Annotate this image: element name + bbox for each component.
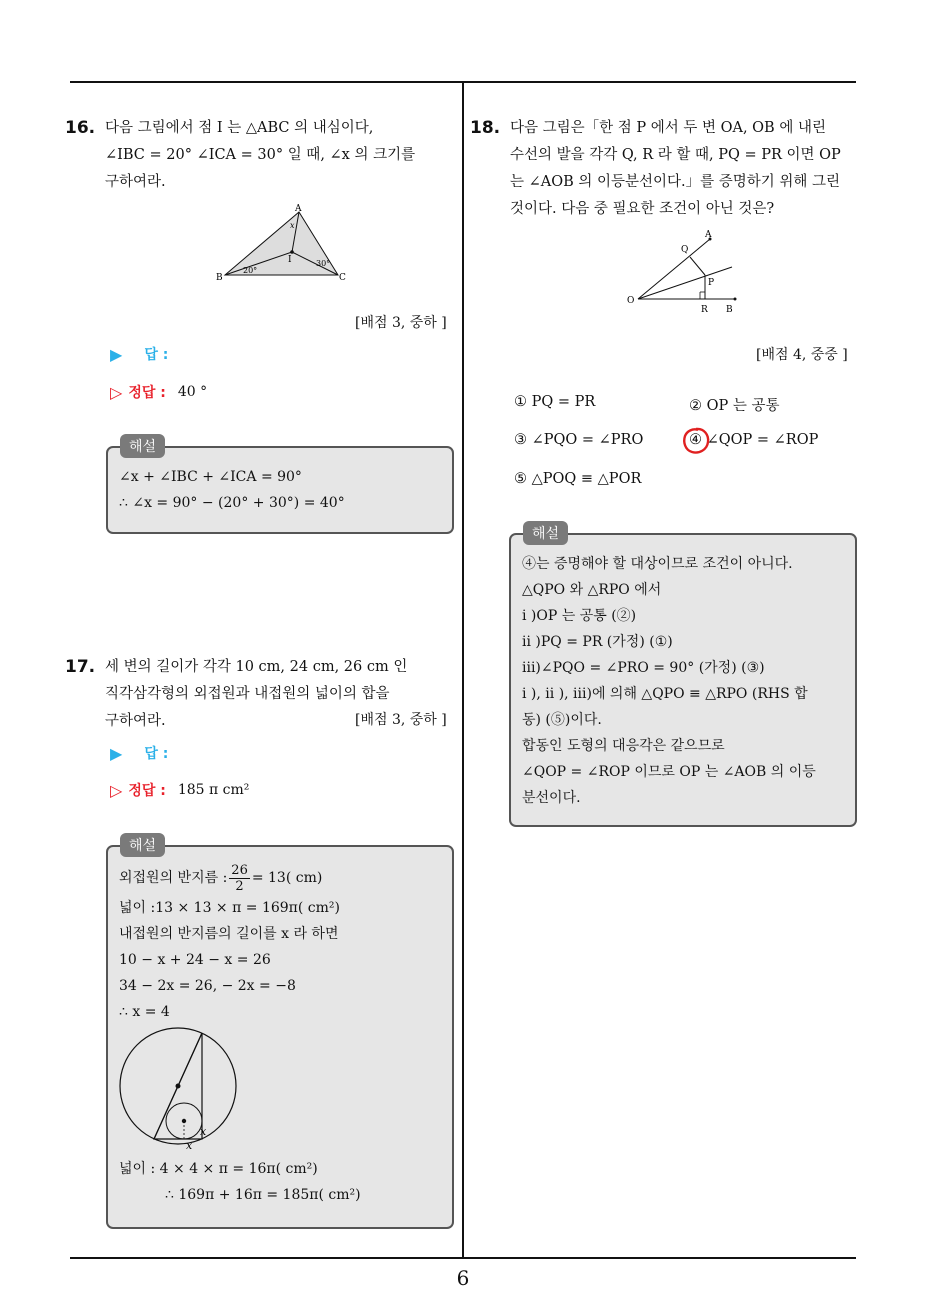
- solution-box: [106, 439, 454, 534]
- label-x: x: [186, 1139, 193, 1152]
- solution-line: ∠QOP = ∠ROP 이므로 OP 는 ∠AOB 의 이등: [522, 764, 816, 780]
- solution-text: = 13( cm): [251, 870, 323, 886]
- solution-line: 34 − 2x = 26, − 2x = −8: [119, 978, 296, 994]
- label-o: O: [627, 296, 635, 306]
- label-p: P: [708, 278, 715, 288]
- label-20: 20°: [243, 266, 258, 275]
- option-1[interactable]: ① PQ = PR: [514, 394, 596, 410]
- label-b: B: [216, 273, 223, 283]
- question-line: 다음 그림에서 점 I 는 △ABC 의 내심이다,: [105, 120, 374, 136]
- solution-line: i )OP 는 공통 (②): [522, 608, 637, 624]
- question-line: 것이다. 다음 중 필요한 조건이 아닌 것은?: [510, 201, 775, 217]
- solution-line: ④는 증명해야 할 대상이므로 조건이 아니다.: [522, 556, 793, 572]
- label-b: B: [726, 305, 733, 315]
- solution-line: 넓이 :13 × 13 × π = 169π( cm²): [119, 900, 340, 916]
- label-x: x: [200, 1125, 207, 1138]
- label-i: I: [288, 255, 292, 265]
- solution-line: ∠x + ∠IBC + ∠ICA = 90°: [119, 469, 302, 485]
- solution-line: iii)∠PQO = ∠PRO = 90° (가정) (③): [522, 660, 765, 676]
- score-label: [배점 3, 중하 ]: [355, 315, 447, 331]
- correct-answer-row: [110, 382, 207, 402]
- solution-line: 분선이다.: [522, 790, 581, 806]
- label-r: R: [701, 305, 708, 315]
- correct-value: 40 °: [177, 384, 208, 400]
- correct-label: 정답 :: [128, 385, 166, 401]
- question-number: 18.: [470, 118, 501, 138]
- score-label: [배점 3, 중하 ]: [355, 712, 447, 728]
- play-icon: ▶: [110, 344, 123, 364]
- label-x: x: [290, 221, 295, 230]
- label-c: C: [339, 273, 346, 283]
- solution-text: 외접원의 반지름 :: [119, 870, 228, 886]
- page-number: 6: [456, 1266, 470, 1290]
- play-icon: ▶: [110, 743, 123, 763]
- solution-tag: 해설: [120, 434, 165, 458]
- option-3[interactable]: ③ ∠PQO = ∠PRO: [514, 432, 644, 448]
- correct-label: 정답 :: [128, 783, 166, 799]
- solution-tag: 해설: [120, 833, 165, 857]
- solution-line: ∴ ∠x = 90° − (20° + 30°) = 40°: [119, 495, 345, 511]
- question-number: 17.: [65, 657, 96, 677]
- correct-answer-row: [110, 780, 249, 800]
- solution-line: ∴ x = 4: [119, 1004, 170, 1020]
- solution-line: 내접원의 반지름의 길이를 x 라 하면: [119, 926, 339, 942]
- answer-label: 답 :: [144, 746, 169, 762]
- solution-box: [106, 838, 454, 1229]
- option-2[interactable]: ② OP 는 공통: [689, 398, 780, 414]
- solution-line: 합동인 도형의 대응각은 같으므로: [522, 738, 725, 754]
- fraction-denominator: 2: [235, 878, 244, 894]
- solution-line: ii )PQ = PR (가정) (①): [522, 634, 673, 650]
- question-line: 구하여라.: [105, 713, 166, 729]
- solution-tag: 해설: [523, 521, 568, 545]
- question-number: 16.: [65, 118, 96, 138]
- label-q: Q: [681, 245, 689, 255]
- solution-line: 10 − x + 24 − x = 26: [119, 952, 271, 968]
- question-line: 직각삼각형의 외접원과 내접원의 넓이의 합을: [105, 686, 390, 702]
- answer-row: [110, 344, 168, 364]
- circumcircle-incircle-figure: [116, 1023, 246, 1153]
- label-a: A: [705, 230, 712, 240]
- column-divider: [462, 82, 464, 1258]
- label-30: 30°: [316, 259, 331, 268]
- score-label: [배점 4, 중중 ]: [756, 347, 848, 363]
- triangle-incenter-figure: [210, 200, 350, 290]
- question-line: 다음 그림은「한 점 P 에서 두 변 OA, OB 에 내린: [510, 120, 826, 136]
- solution-line: 동) (⑤)이다.: [522, 712, 602, 728]
- question-line: ∠IBC = 20° ∠ICA = 30° 일 때, ∠x 의 크기를: [105, 147, 416, 163]
- correct-value: 185 π cm²: [177, 782, 250, 798]
- outline-triangle-icon: ▷: [110, 382, 123, 402]
- fraction-numerator: 26: [231, 862, 248, 878]
- question-16: [65, 115, 416, 196]
- outline-triangle-icon: ▷: [110, 780, 123, 800]
- option-5[interactable]: ⑤ △POQ ≡ △POR: [514, 471, 642, 487]
- question-18: [470, 115, 841, 223]
- question-line: 는 ∠AOB 의 이등분선이다.」를 증명하기 위해 그린: [510, 174, 841, 190]
- label-a: A: [295, 204, 302, 214]
- question-line: 구하여라.: [105, 174, 166, 190]
- solution-line: 넓이 : 4 × 4 × π = 16π( cm²): [119, 1161, 318, 1177]
- angle-bisector-figure: [620, 225, 750, 320]
- solution-line: [119, 861, 340, 895]
- red-circle-mark: [680, 425, 712, 457]
- answer-row: [110, 743, 168, 763]
- fraction: [229, 863, 250, 894]
- solution-box: [509, 526, 857, 827]
- solution-line: ∴ 169π + 16π = 185π( cm²): [165, 1187, 361, 1203]
- option-4[interactable]: ④ ∠QOP = ∠ROP: [689, 432, 819, 448]
- answer-label: 답 :: [144, 347, 169, 363]
- solution-line: △QPO 와 △RPO 에서: [522, 582, 662, 598]
- bottom-rule: [70, 1257, 856, 1259]
- question-line: 수선의 발을 각각 Q, R 라 할 때, PQ = PR 이면 OP: [510, 147, 841, 163]
- solution-line: i ), ii ), iii)에 의해 △QPO ≡ △RPO (RHS 합: [522, 686, 808, 702]
- question-line: 세 변의 길이가 각각 10 cm, 24 cm, 26 cm 인: [105, 659, 408, 675]
